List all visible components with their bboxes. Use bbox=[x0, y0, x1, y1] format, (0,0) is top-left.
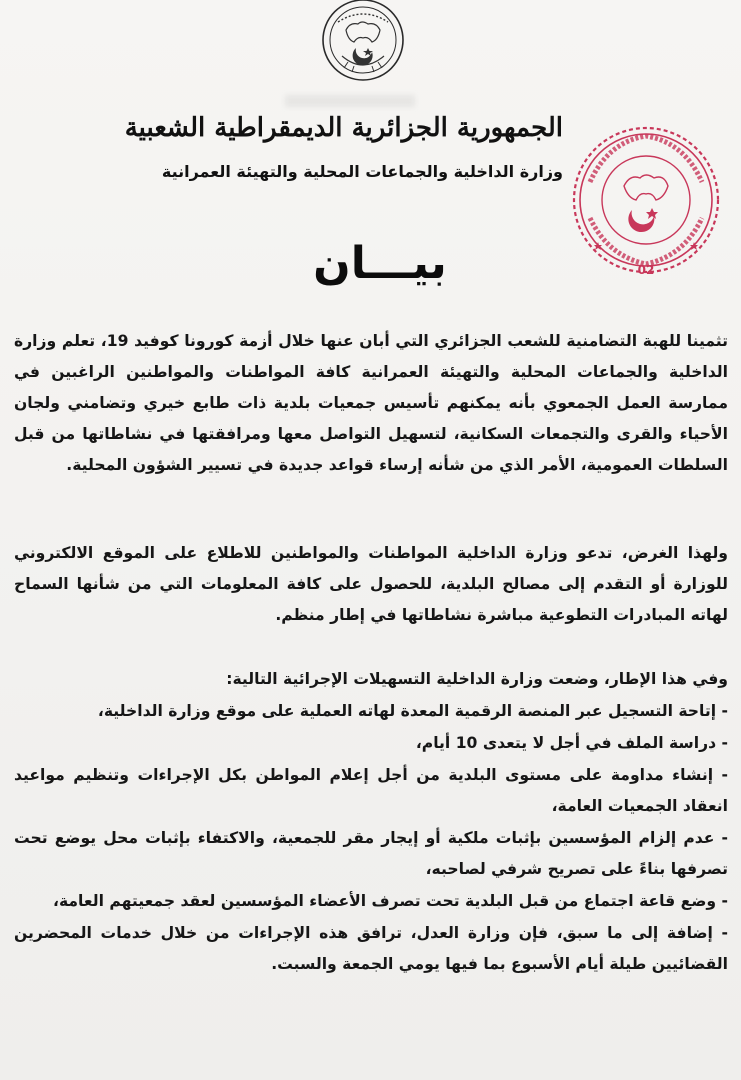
republic-title: الجمهورية الجزائرية الديمقراطية الشعبية bbox=[124, 113, 563, 143]
print-smudge bbox=[285, 95, 415, 107]
measure-item: - إتاحة التسجيل عبر المنصة الرقمية المعدة لهاته العملية على موقع وزارة الداخلية، bbox=[97, 702, 728, 720]
measures-list bbox=[14, 696, 728, 981]
paragraph-1: تثمينا للهبة التضامنية للشعب الجزائري التي أبان عنها خلال أزمة كورونا كوفيد 19، تعلم وزارة الداخلية والجماعات المحلية والتهيئة العمرانية كافة المواطنات والمواطنين الراغبين في ممارسة العمل الجمعوي بأنه يمكنهم تأسيس جمعيات بلدية ذات طابع خيري وتضامني ولجان الأحياء والقرى والتجمعات السكانية، لتسهيل التواصل معها ومرافقتها في نشاطاتها من قبل السلطات العمومية، الأمر الذي من شأنه إرساء قواعد جديدة في تسيير الشؤون المحلية. bbox=[14, 332, 728, 474]
official-stamp bbox=[568, 122, 724, 282]
ministry-name: وزارة الداخلية والجماعات المحلية والتهيئة العمرانية bbox=[161, 162, 563, 181]
national-emblem-seal bbox=[318, 0, 408, 88]
measure-item: - عدم إلزام المؤسسين بإثبات ملكية أو إيجار مقر للجمعية، والاكتفاء بإثبات محل يوضع تحت تصرفها بناءً على تصريح شرفي لصاحبه، bbox=[14, 829, 728, 878]
stamp-number: 02 bbox=[637, 263, 655, 277]
measure-item: - دراسة الملف في أجل لا يتعدى 10 أيام، bbox=[415, 734, 728, 752]
measures-intro: وفي هذا الإطار، وضعت وزارة الداخلية التسهيلات الإجرائية التالية: bbox=[226, 670, 728, 688]
measure-item: - إضافة إلى ما سبق، فإن وزارة العدل، ترافق هذه الإجراءات من خلال خدمات المحضرين القضائيين طيلة أيام الأسبوع بما فيها يومي الجمعة والسبت. bbox=[14, 924, 728, 973]
measure-item: - وضع قاعة اجتماع من قبل البلدية تحت تصرف الأعضاء المؤسسين لعقد جمعيتهم العامة، bbox=[53, 892, 728, 910]
statement-title: بيـــان bbox=[313, 238, 447, 289]
paragraph-2: ولهذا الغرض، تدعو وزارة الداخلية المواطنات والمواطنين للاطلاع على الموقع الالكتروني للوزارة أو التقدم إلى مصالح البلدية، للحصول على كافة المعلومات التي من شأنها السماح لهاته المبادرات التطوعية مباشرة نشاطاتها في إطار منظم. bbox=[14, 544, 728, 624]
measure-item: - إنشاء مداومة على مستوى البلدية من أجل إعلام المواطن بكل الإجراءات وتنظيم مواعيد انعقاد الجمعيات العامة، bbox=[14, 766, 728, 815]
